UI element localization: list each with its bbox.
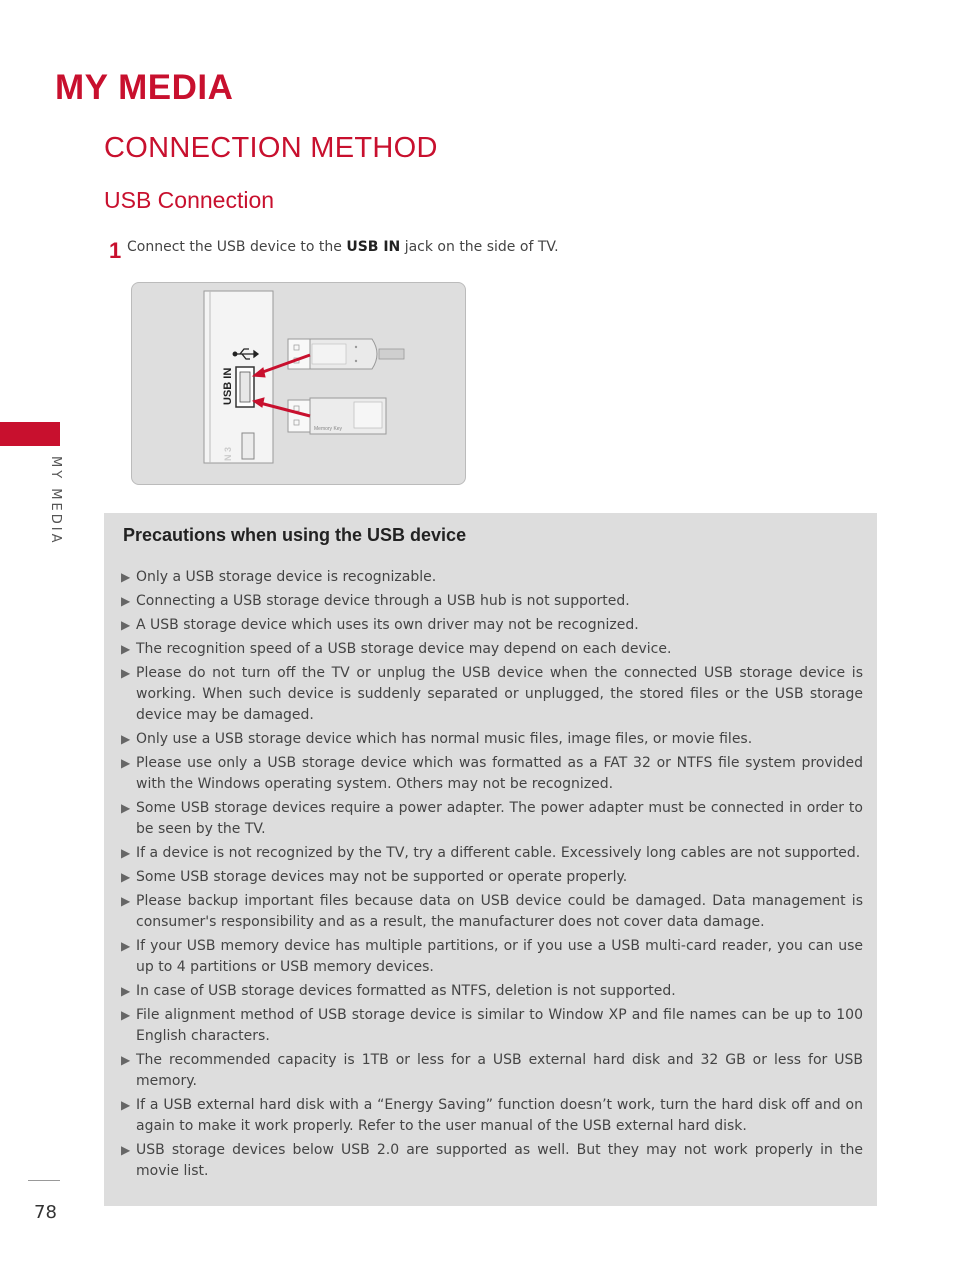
bullet-triangle-icon: ▶: [121, 801, 131, 815]
precaution-text: In case of USB storage devices formatted as NTFS, deletion is not supported.: [136, 983, 676, 999]
step-number: 1: [109, 238, 122, 263]
precaution-item: [118, 1095, 863, 1137]
svg-text:N 3: N 3: [223, 446, 233, 461]
bullet-triangle-icon: ▶: [121, 846, 131, 860]
page-title: MY MEDIA: [55, 68, 234, 107]
precaution-item: [118, 729, 863, 750]
bullet-triangle-icon: ▶: [121, 1143, 131, 1157]
page-number: 78: [34, 1202, 57, 1223]
precaution-item: [118, 663, 863, 726]
precaution-item: [118, 753, 863, 795]
usb-cable-plug: [288, 339, 404, 369]
precaution-text: If a USB external hard disk with a “Energy Saving” function doesn’t work, turn the hard disk off and on again to make it work properly. Refer to the user manual of the USB external hard disk.: [136, 1097, 863, 1134]
subsection-heading: USB Connection: [104, 187, 275, 213]
precaution-text: Connecting a USB storage device through a USB hub is not supported.: [136, 593, 630, 609]
bullet-triangle-icon: ▶: [121, 666, 131, 680]
step-instruction: [127, 239, 559, 255]
footer-divider: [28, 1180, 60, 1181]
precaution-text: The recognition speed of a USB storage device may depend on each device.: [136, 641, 672, 657]
precaution-text: If your USB memory device has multiple partitions, or if you use a USB multi-card reader, you can use up to 4 partitions or USB memory devices.: [136, 938, 863, 975]
bullet-triangle-icon: ▶: [121, 594, 131, 608]
precaution-item: [118, 615, 863, 636]
precaution-text: A USB storage device which uses its own driver may not be recognized.: [136, 617, 639, 633]
bullet-triangle-icon: ▶: [121, 870, 131, 884]
hdmi-port: [242, 433, 254, 459]
precaution-text: USB storage devices below USB 2.0 are supported as well. But they may not work properly in the movie list.: [136, 1142, 863, 1179]
bullet-triangle-icon: ▶: [121, 756, 131, 770]
precaution-text: File alignment method of USB storage device is similar to Window XP and file names can be up to 100 English characters.: [136, 1007, 863, 1044]
precaution-item: [118, 567, 863, 588]
bullet-triangle-icon: ▶: [121, 642, 131, 656]
bullet-triangle-icon: ▶: [121, 984, 131, 998]
precaution-item: [118, 867, 863, 888]
memory-key-label: Memory Key: [314, 426, 343, 432]
precaution-text: Please use only a USB storage device which was formatted as a FAT 32 or NTFS file system provided with the Windows operating system. Others may not be recognized.: [136, 755, 863, 792]
precaution-text: The recommended capacity is 1TB or less for a USB external hard disk and 32 GB or less for USB memory.: [136, 1052, 863, 1089]
bullet-triangle-icon: ▶: [121, 939, 131, 953]
bullet-triangle-icon: ▶: [121, 1053, 131, 1067]
precaution-text: If a device is not recognized by the TV, try a different cable. Excessively long cables are not supported.: [136, 845, 861, 861]
precaution-text: Some USB storage devices require a power adapter. The power adapter must be connected in order to be seen by the TV.: [136, 800, 863, 837]
step-text-bold: USB IN: [346, 239, 401, 255]
bullet-triangle-icon: ▶: [121, 894, 131, 908]
precaution-item: [118, 891, 863, 933]
sidebar-label: MY MEDIA: [48, 456, 63, 546]
precaution-item: [118, 1005, 863, 1047]
bullet-triangle-icon: ▶: [121, 732, 131, 746]
step-text-after: jack on the side of TV.: [400, 239, 559, 255]
usb-connection-illustration: [132, 283, 465, 484]
step-text-before: Connect the USB device to the: [127, 239, 347, 255]
usb-in-label: USB IN: [222, 367, 234, 405]
precaution-item: [118, 1050, 863, 1092]
bullet-triangle-icon: ▶: [121, 1098, 131, 1112]
bullet-triangle-icon: ▶: [121, 618, 131, 632]
section-heading: CONNECTION METHOD: [104, 132, 438, 164]
precaution-item: [118, 591, 863, 612]
precautions-list: [118, 567, 863, 1185]
bullet-triangle-icon: ▶: [121, 1008, 131, 1022]
precaution-text: Some USB storage devices may not be supported or operate properly.: [136, 869, 628, 885]
precaution-text: Please do not turn off the TV or unplug the USB device when the connected USB storage device is working. When such device is suddenly separated or unplugged, the stored files or the USB storage device may be damaged.: [136, 665, 863, 723]
sidebar-accent-bar: [0, 422, 60, 446]
precaution-item: [118, 639, 863, 660]
usb-connection-figure: [131, 282, 466, 485]
precaution-item: [118, 936, 863, 978]
precautions-title: Precautions when using the USB device: [123, 525, 467, 545]
precaution-item: [118, 981, 863, 1002]
precaution-item: [118, 843, 863, 864]
precaution-text: Please backup important files because data on USB device could be damaged. Data management is consumer's responsibility and as a result, the manufacturer does not cover data damage.: [136, 893, 863, 930]
precaution-item: [118, 798, 863, 840]
usb-memory-key: [288, 398, 386, 434]
bullet-triangle-icon: ▶: [121, 570, 131, 584]
precaution-item: [118, 1140, 863, 1182]
precaution-text: Only use a USB storage device which has normal music files, image files, or movie files.: [136, 731, 753, 747]
precaution-text: Only a USB storage device is recognizable.: [136, 569, 437, 585]
